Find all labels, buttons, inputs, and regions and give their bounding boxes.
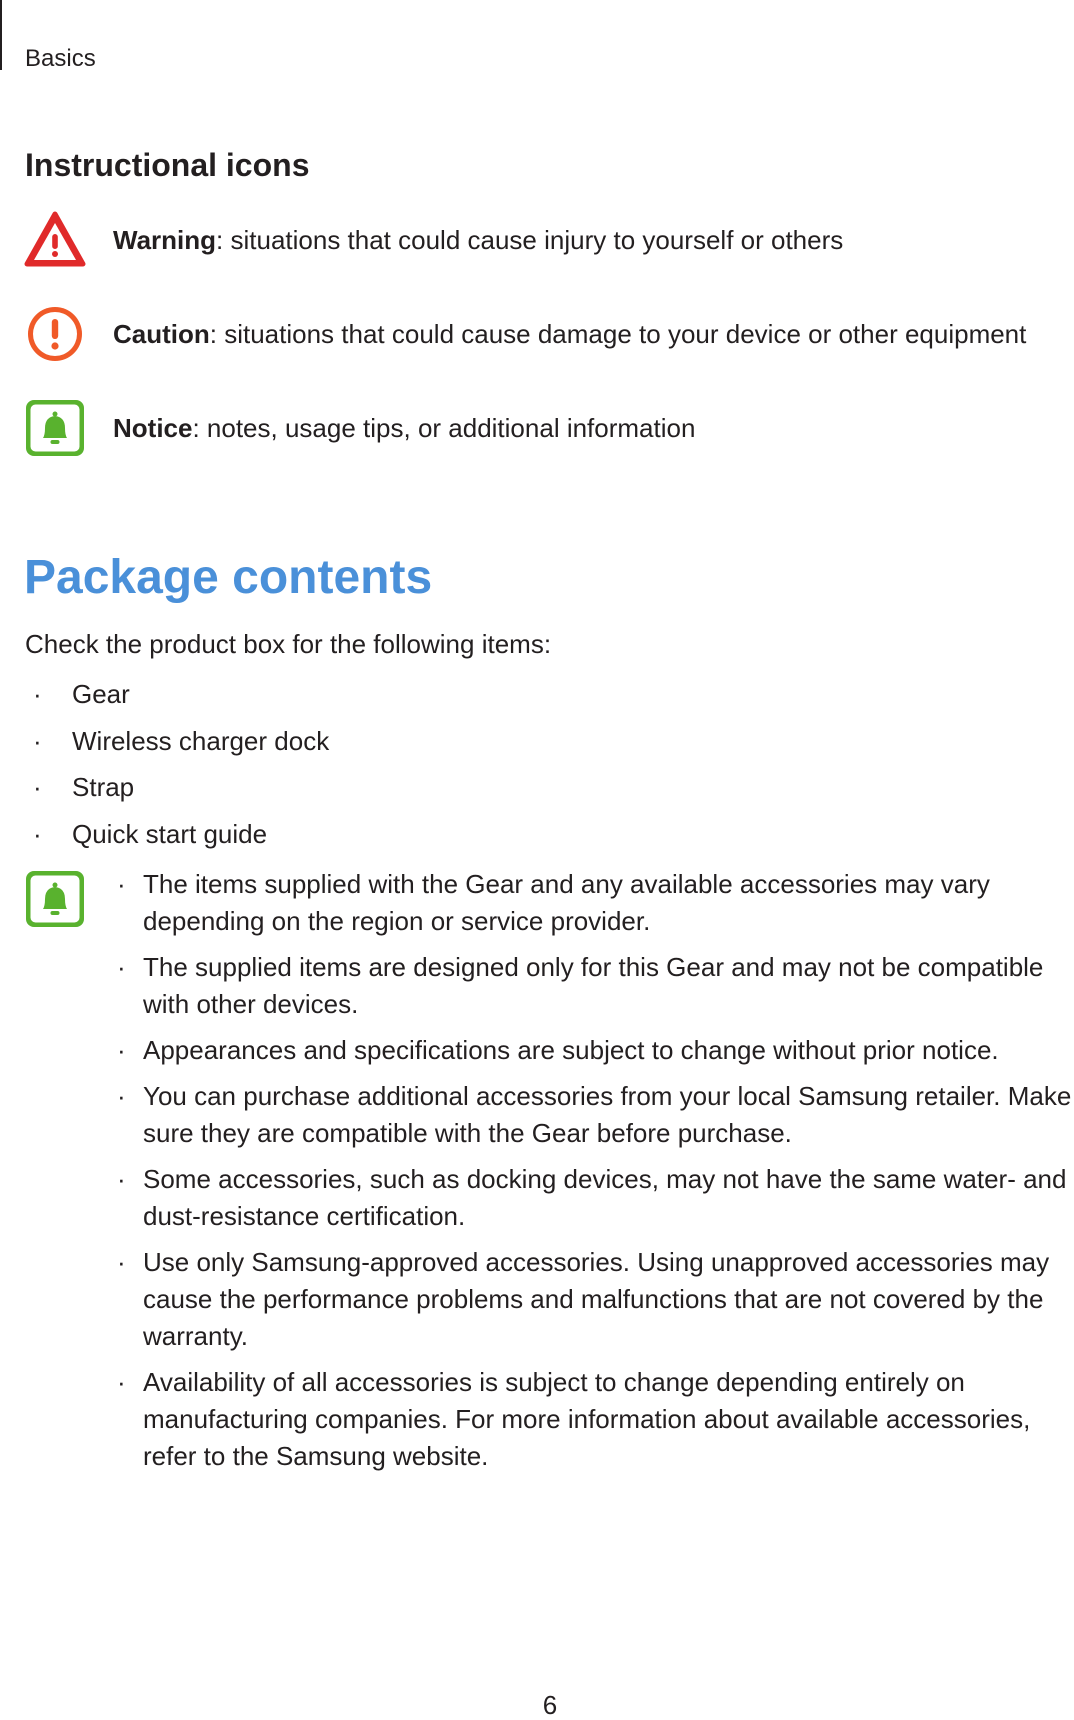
notice-notes-list bbox=[113, 866, 1073, 1484]
notice-bell-icon bbox=[24, 868, 86, 930]
warning-triangle-icon bbox=[24, 210, 86, 270]
running-header: Basics bbox=[25, 45, 96, 72]
warning-desc: : situations that could cause injury to yourself or others bbox=[216, 225, 844, 255]
warning-text bbox=[113, 224, 843, 256]
note-item: · Appearances and specifications are subject to change without prior notice. bbox=[113, 1032, 1073, 1069]
notice-term: Notice bbox=[113, 413, 193, 443]
package-intro: Check the product box for the following items: bbox=[25, 629, 552, 659]
list-item: · Gear bbox=[25, 678, 329, 725]
header-rule bbox=[0, 0, 2, 70]
note-item: · You can purchase additional accessories from your local Samsung retailer. Make sure they are compatible with the Gear before purchase. bbox=[113, 1078, 1073, 1152]
note-item: · The supplied items are designed only for this Gear and may not be compatible with other devices. bbox=[113, 949, 1073, 1023]
notice-desc: : notes, usage tips, or additional information bbox=[192, 413, 696, 443]
package-items-list bbox=[25, 678, 329, 864]
caution-exclamation-icon bbox=[24, 304, 86, 364]
package-contents-title: Package contents bbox=[24, 551, 433, 604]
list-item: · Wireless charger dock bbox=[25, 725, 329, 772]
caution-desc: : situations that could cause damage to your device or other equipment bbox=[209, 319, 1027, 349]
note-item: · Use only Samsung-approved accessories. Using unapproved accessories may cause the performance problems and malfunctions that are not covered by the warranty. bbox=[113, 1244, 1073, 1355]
page-number: 6 bbox=[542, 1690, 558, 1720]
list-item: · Quick start guide bbox=[25, 818, 329, 865]
note-item: · Availability of all accessories is subject to change depending entirely on manufacturing companies. For more information about available accessories, refer to the Samsung website. bbox=[113, 1364, 1073, 1475]
note-item: · The items supplied with the Gear and any available accessories may vary depending on the region or service provider. bbox=[113, 866, 1073, 940]
warning-term: Warning bbox=[113, 225, 217, 255]
notice-text bbox=[113, 412, 695, 444]
note-item: · Some accessories, such as docking devices, may not have the same water- and dust-resistance certification. bbox=[113, 1161, 1073, 1235]
caution-text bbox=[113, 318, 1026, 350]
caution-term: Caution bbox=[113, 319, 210, 349]
instructional-icons-title: Instructional icons bbox=[25, 147, 310, 183]
list-item: · Strap bbox=[25, 771, 329, 818]
notice-bell-icon bbox=[24, 398, 86, 458]
